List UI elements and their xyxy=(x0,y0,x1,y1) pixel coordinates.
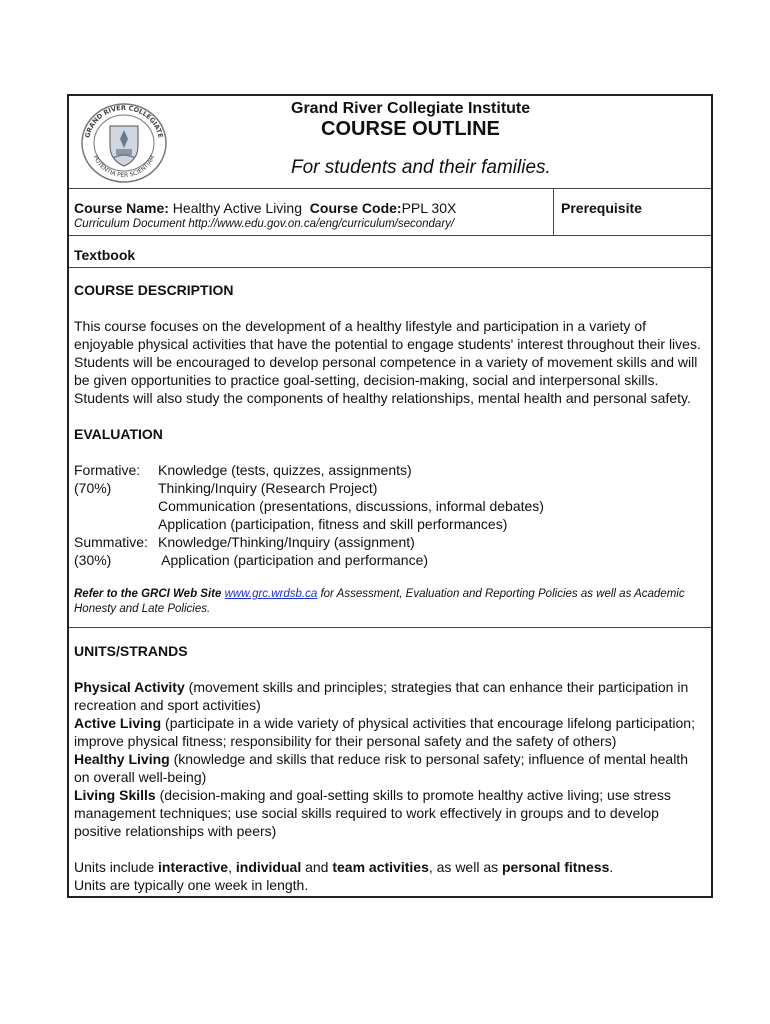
unit-text: (decision-making and goal-setting skills to promote healthy active living; use stress management techniques; use social skills required to work effectively in groups and to develop positive relationships with peers) xyxy=(74,787,671,839)
course-name-label: Course Name: xyxy=(74,200,169,216)
course-code-label: Course Code: xyxy=(309,200,402,216)
unit-text: (participate in a wide variety of physical activities that encourage lifelong participation; improve physical fitness; responsibility for their personal safety and the safety of others) xyxy=(74,715,695,749)
policy-note-prefix: Refer to the GRCI Web Site xyxy=(74,588,222,600)
evaluation-table xyxy=(74,461,706,569)
evaluation-row xyxy=(74,497,706,515)
policy-note xyxy=(74,587,706,617)
svg-text:POTENTIA PER SCIENTIAM: POTENTIA PER SCIENTIAM xyxy=(91,154,157,180)
course-description-text: This course focuses on the development of a healthy lifestyle and participation in a variety of enjoyable physical activities that have the potential to engage students' interest throughout their lives. Students will be encouraged to develop personal competence in a variety of movement skills and will be given opportunities to practice goal-setting, decision-making, social and interpersonal skills. Students will also study the components of healthy relationships, mental health and personal safety. xyxy=(74,318,701,406)
evaluation-row-label: Formative: xyxy=(74,462,141,478)
prerequisite-label: Prerequisite xyxy=(561,200,642,216)
unit-title: Physical Activity xyxy=(74,679,185,695)
unit-title: Living Skills xyxy=(74,787,156,803)
course-name-value: Healthy Active Living xyxy=(168,200,310,216)
evaluation-row-value: Knowledge (tests, quizzes, assignments) xyxy=(158,462,412,478)
curriculum-document: Curriculum Document http://www.edu.gov.on.ca/eng/curriculum/secondary/ xyxy=(74,218,455,230)
closing-text: and xyxy=(301,859,333,875)
evaluation-row xyxy=(74,515,706,533)
unit-list xyxy=(74,678,706,840)
svg-text:GRAND RIVER COLLEGIATE: GRAND RIVER COLLEGIATE xyxy=(83,103,165,139)
evaluation-row-value: Application (participation, fitness and skill performances) xyxy=(158,516,508,532)
evaluation-row-label: Summative: xyxy=(74,534,148,550)
closing-text: . xyxy=(609,859,614,875)
unit-text: (knowledge and skills that reduce risk to personal safety; influence of mental health on overall well-being) xyxy=(74,751,688,785)
closing-bold: personal fitness xyxy=(502,859,610,875)
evaluation-row xyxy=(74,533,706,551)
grci-website-link[interactable]: www.grc.wrdsb.ca xyxy=(224,588,318,600)
evaluation-heading: EVALUATION xyxy=(74,426,163,442)
evaluation-row-value: Knowledge/Thinking/Inquiry (assignment) xyxy=(158,534,415,550)
evaluation-row-label xyxy=(74,497,158,515)
closing-bold: individual xyxy=(235,859,302,875)
closing-text: , xyxy=(228,859,236,875)
course-code-value: PPL 30X xyxy=(401,200,457,216)
units-closing-note xyxy=(74,858,706,894)
course-info xyxy=(69,189,554,235)
evaluation-row-label: (70%) xyxy=(74,480,112,496)
closing-bold: team activities xyxy=(332,859,429,875)
closing-text: Units include xyxy=(74,859,159,875)
evaluation-row-label: (30%) xyxy=(74,552,112,568)
unit-text: (movement skills and principles; strategies that can enhance their participation in recreation and sport activities) xyxy=(74,679,689,713)
course-outline-document xyxy=(67,94,713,898)
units-strands-heading: UNITS/STRANDS xyxy=(74,643,188,659)
school-crest-icon xyxy=(79,102,169,184)
evaluation-row xyxy=(74,551,706,569)
evaluation-row-value: Application (participation and performance) xyxy=(158,552,429,568)
closing-text: , as well as xyxy=(428,859,502,875)
description-evaluation-section xyxy=(69,268,711,628)
policy-note-suffix: for Assessment, Evaluation and Reporting Policies as well as Academic Honesty and Late Policies. xyxy=(74,588,685,615)
school-name: Grand River Collegiate Institute xyxy=(291,100,531,117)
course-description-heading: COURSE DESCRIPTION xyxy=(74,282,234,298)
unit-duration-note: Units are typically one week in length. xyxy=(74,877,309,893)
closing-bold: interactive xyxy=(158,859,229,875)
unit-item xyxy=(74,714,706,750)
page-title: COURSE OUTLINE xyxy=(321,118,500,140)
unit-item xyxy=(74,678,706,714)
unit-title: Active Living xyxy=(74,715,162,731)
unit-item xyxy=(74,750,706,786)
evaluation-row xyxy=(74,479,706,497)
evaluation-row-label xyxy=(74,515,158,533)
unit-item xyxy=(74,786,706,840)
course-info-row xyxy=(69,189,711,236)
evaluation-row xyxy=(74,461,706,479)
textbook-label: Textbook xyxy=(69,236,711,268)
tagline: For students and their families. xyxy=(291,157,551,178)
evaluation-row-value: Communication (presentations, discussions, informal debates) xyxy=(158,498,544,514)
units-strands-section xyxy=(69,628,711,896)
evaluation-row-value: Thinking/Inquiry (Research Project) xyxy=(158,480,378,496)
unit-title: Healthy Living xyxy=(74,751,170,767)
header-section xyxy=(69,96,711,189)
